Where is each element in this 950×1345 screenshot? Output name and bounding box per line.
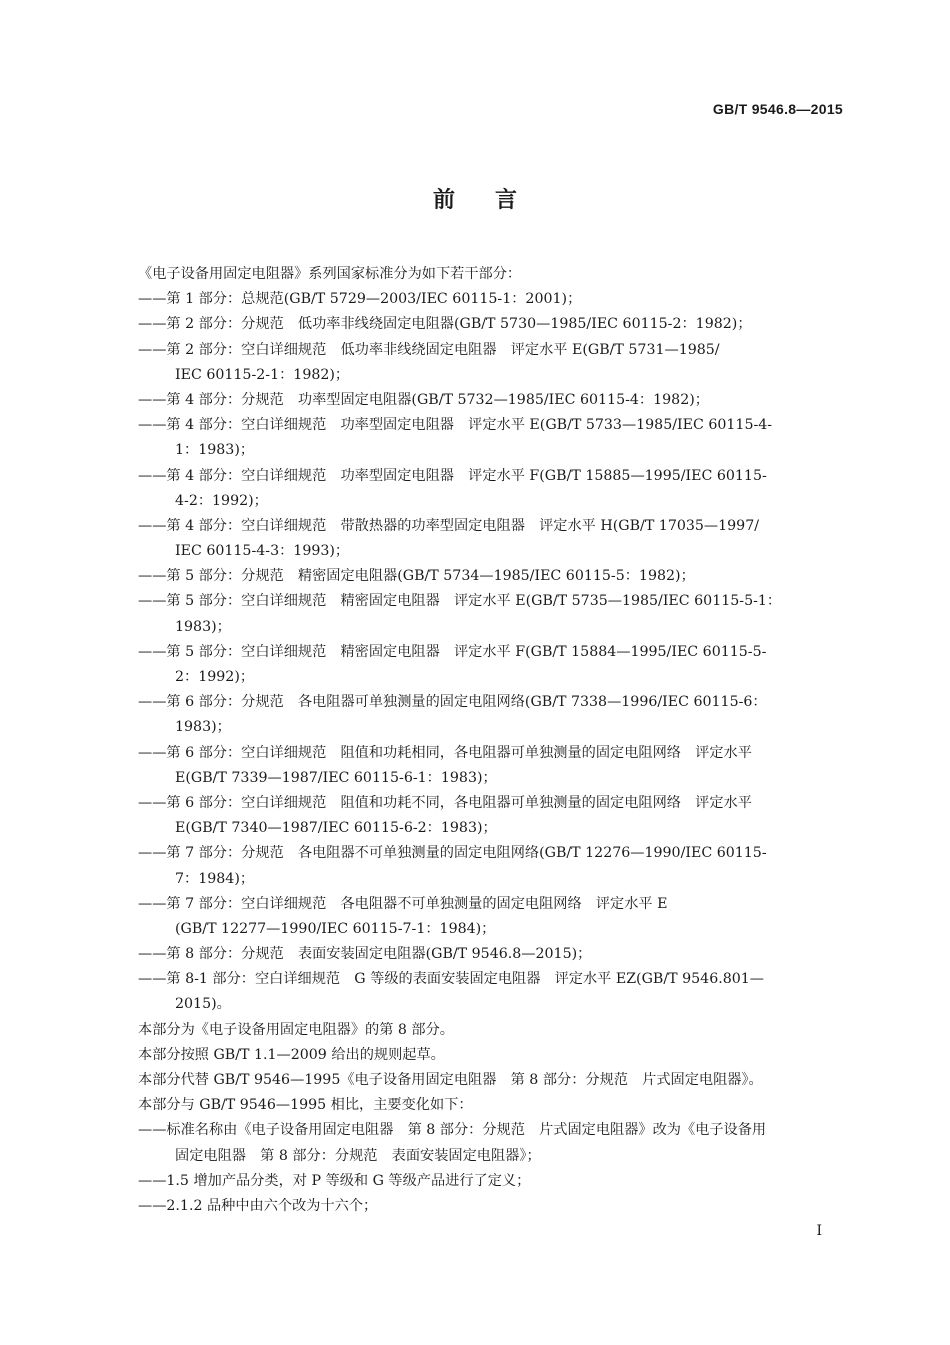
paragraph (138, 1169, 844, 1194)
paragraph (138, 841, 844, 891)
paragraph-line: ——第 2 部分：分规范 低功率非线绕固定电阻器(GB/T 5730—1985/IEC 60115-2：1982)； (138, 316, 752, 333)
paragraph-line-continued: 4-2：1992)； (175, 492, 268, 509)
paragraph-line-continued: (GB/T 12277—1990/IEC 60115-7-1：1984)； (175, 920, 496, 937)
standard-number: GB/T 9546.8—2015 (712, 101, 843, 117)
paragraph-line-continued: 2015)。 (175, 996, 231, 1013)
paragraph-line-continued: 1983)； (175, 618, 231, 635)
paragraph (138, 942, 844, 967)
paragraph-line: ——第 1 部分：总规范(GB/T 5729—2003/IEC 60115-1：2001)； (138, 291, 582, 308)
document-body (138, 262, 844, 1219)
paragraph (138, 514, 844, 564)
page-title: 前言 (432, 187, 557, 213)
paragraph-line: ——第 4 部分：空白详细规范 功率型固定电阻器 评定水平 F(GB/T 15885—1995/IEC 60115- (138, 467, 767, 484)
paragraph (138, 413, 844, 463)
paragraph-line: ——第 8 部分：分规范 表面安装固定电阻器(GB/T 9546.8—2015)； (138, 946, 592, 963)
paragraph-line: ——第 6 部分：空白详细规范 阻值和功耗相同，各电阻器可单独测量的固定电阻网络 评定水平 (138, 744, 752, 761)
paragraph-line: ——第 5 部分：分规范 精密固定电阻器(GB/T 5734—1985/IEC 60115-5：1982)； (138, 568, 695, 585)
paragraph-line: ——2.1.2 品种中由六个改为十六个； (138, 1197, 378, 1214)
paragraph (138, 564, 844, 589)
paragraph (138, 1018, 844, 1043)
paragraph-line-continued: 7：1984)； (175, 870, 255, 887)
paragraph-line: ——第 5 部分：空白详细规范 精密固定电阻器 评定水平 E(GB/T 5735—1985/IEC 60115-5-1： (138, 593, 782, 610)
paragraph-line-continued: 1983)； (175, 719, 231, 736)
page-number: I (816, 1223, 822, 1239)
paragraph (138, 287, 844, 312)
paragraph (138, 690, 844, 740)
paragraph-line: 本部分与 GB/T 9546—1995 相比，主要变化如下： (138, 1097, 473, 1114)
paragraph-line: ——第 4 部分：空白详细规范 功率型固定电阻器 评定水平 E(GB/T 5733—1985/IEC 60115-4- (138, 417, 773, 434)
paragraph-line: 本部分为《电子设备用固定电阻器》的第 8 部分。 (138, 1021, 454, 1038)
paragraph-line-continued: IEC 60115-2-1：1982)； (175, 366, 350, 383)
paragraph-line: ——第 5 部分：空白详细规范 精密固定电阻器 评定水平 F(GB/T 15884—1995/IEC 60115-5- (138, 643, 767, 660)
paragraph-line: ——1.5 增加产品分类，对 P 等级和 G 等级产品进行了定义； (138, 1172, 531, 1189)
paragraph (138, 388, 844, 413)
paragraph-line: 本部分按照 GB/T 1.1—2009 给出的规则起草。 (138, 1046, 445, 1063)
paragraph-line-continued: E(GB/T 7339—1987/IEC 60115-6-1：1983)； (175, 769, 497, 786)
paragraph-line-continued: 1：1983)； (175, 442, 255, 459)
paragraph (138, 892, 844, 942)
paragraph (138, 262, 844, 287)
paragraph-line: ——第 7 部分：空白详细规范 各电阻器不可单独测量的固定电阻网络 评定水平 E (138, 895, 668, 912)
paragraph-line: ——第 4 部分：分规范 功率型固定电阻器(GB/T 5732—1985/IEC 60115-4：1982)； (138, 391, 709, 408)
paragraph (138, 741, 844, 791)
paragraph-line: 本部分代替 GB/T 9546—1995《电子设备用固定电阻器 第 8 部分：分规范 片式固定电阻器》。 (138, 1072, 763, 1088)
paragraph-line: ——第 8-1 部分：空白详细规范 G 等级的表面安装固定电阻器 评定水平 EZ(GB/T 9546.801— (138, 971, 764, 988)
paragraph-line: ——第 6 部分：分规范 各电阻器可单独测量的固定电阻网络(GB/T 7338—1996/IEC 60115-6： (138, 694, 767, 711)
paragraph (138, 464, 844, 514)
paragraph (138, 1068, 844, 1093)
paragraph (138, 967, 844, 1017)
paragraph-line-continued: IEC 60115-4-3：1993)； (175, 543, 350, 560)
paragraph-line-continued: 2：1992)； (175, 669, 255, 685)
paragraph-line-continued: E(GB/T 7340—1987/IEC 60115-6-2：1983)； (175, 820, 497, 837)
paragraph-line-continued: 固定电阻器 第 8 部分：分规范 表面安装固定电阻器》； (175, 1147, 541, 1164)
paragraph-line: ——第 7 部分：分规范 各电阻器不可单独测量的固定电阻网络(GB/T 12276—1990/IEC 60115- (138, 845, 767, 862)
paragraph (138, 1194, 844, 1219)
paragraph-line: ——第 4 部分：空白详细规范 带散热器的功率型固定电阻器 评定水平 H(GB/T 17035—1997/ (138, 517, 759, 534)
paragraph-line: ——第 2 部分：空白详细规范 低功率非线绕固定电阻器 评定水平 E(GB/T 5731—1985/ (138, 341, 720, 358)
paragraph (138, 338, 844, 388)
paragraph (138, 1093, 844, 1118)
paragraph (138, 1043, 844, 1068)
paragraph-line: ——第 6 部分：空白详细规范 阻值和功耗不同，各电阻器可单独测量的固定电阻网络 评定水平 (138, 794, 752, 811)
paragraph-line: ——标准名称由《电子设备用固定电阻器 第 8 部分：分规范 片式固定电阻器》改为《电子设备用 (138, 1122, 767, 1139)
paragraph (138, 589, 844, 639)
paragraph (138, 312, 844, 337)
paragraph-line: 《电子设备用固定电阻器》系列国家标准分为如下若干部分： (138, 266, 522, 282)
paragraph (138, 791, 844, 841)
paragraph (138, 1118, 844, 1168)
paragraph (138, 640, 844, 690)
